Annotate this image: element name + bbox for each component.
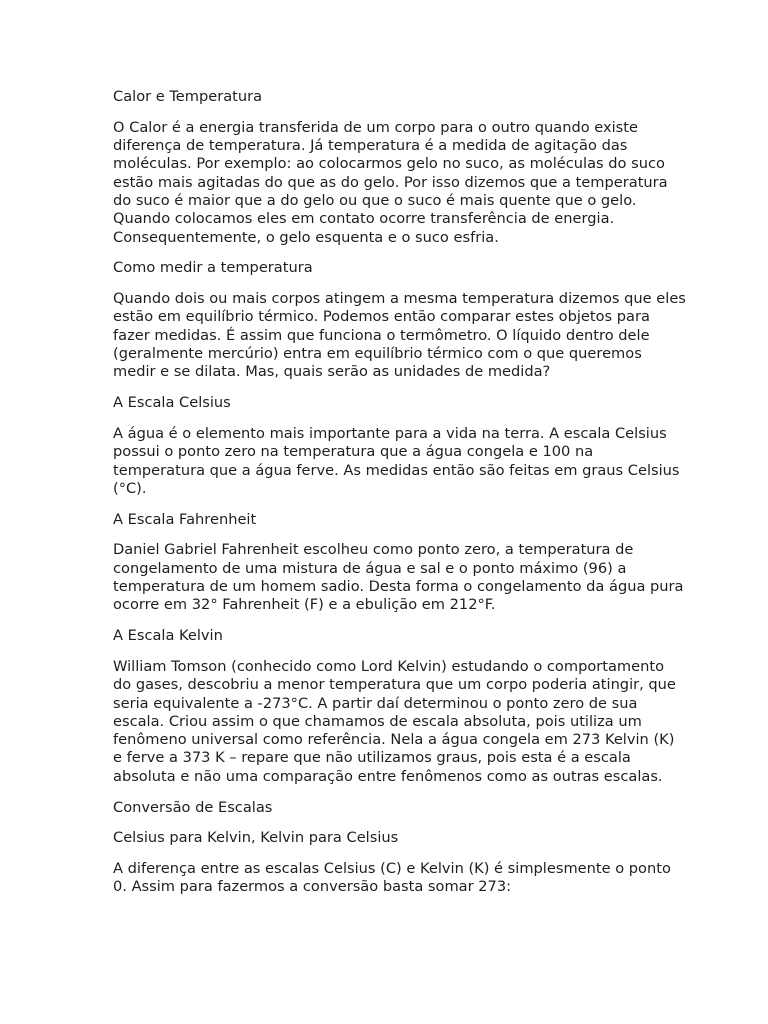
- paragraph-1: [113, 119, 673, 247]
- heading-line: Celsius para Kelvin, Kelvin para Celsius: [113, 829, 399, 847]
- paragraph-line: medir e se dilata. Mas, quais serão as unidades de medida?: [113, 363, 551, 381]
- paragraph-line: 0. Assim para fazermos a conversão basta somar 273:: [113, 878, 512, 896]
- paragraph-line: (geralmente mercúrio) entra em equilíbrio térmico com o que queremos: [113, 345, 642, 363]
- paragraph-line: fazer medidas. É assim que funciona o termômetro. O líquido dentro dele: [113, 326, 650, 344]
- paragraph-line: Quando colocamos eles em contato ocorre transferência de energia.: [113, 210, 615, 228]
- section-heading-7: [113, 829, 673, 847]
- paragraph-line: O Calor é a energia transferida de um corpo para o outro quando existe: [113, 118, 638, 136]
- heading-line: Conversão de Escalas: [113, 798, 273, 816]
- paragraph-line: temperatura que a água ferve. As medidas então são feitas em graus Celsius: [113, 461, 680, 479]
- paragraph-line: temperatura de um homem sadio. Desta forma o congelamento da água pura: [113, 578, 684, 596]
- paragraph-line: seria equivalente a -273°C. A partir daí determinou o ponto zero de sua: [113, 694, 638, 712]
- document-page: [113, 88, 686, 909]
- paragraph-6: [113, 860, 673, 897]
- section-heading-5: [113, 627, 673, 645]
- paragraph-line: William Tomson (conhecido como Lord Kelvin) estudando o comportamento: [113, 657, 665, 675]
- paragraph-3: [113, 424, 680, 498]
- section-heading-6: [113, 799, 673, 817]
- paragraph-line: Consequentemente, o gelo esquenta e o suco esfria.: [113, 228, 499, 246]
- paragraph-line: estão em equilíbrio térmico. Podemos então comparar estes objetos para: [113, 308, 650, 326]
- paragraph-line: ocorre em 32° Fahrenheit (F) e a ebulição em 212°F.: [113, 596, 496, 614]
- section-heading-1: [113, 88, 673, 106]
- paragraph-line: estão mais agitadas do que as do gelo. Por isso dizemos que a temperatura: [113, 173, 668, 191]
- heading-line: A Escala Fahrenheit: [113, 510, 257, 528]
- paragraph-line: A água é o elemento mais importante para a vida na terra. A escala Celsius: [113, 424, 667, 442]
- section-heading-4: [113, 511, 673, 529]
- paragraph-2: [113, 290, 686, 381]
- paragraph-line: A diferença entre as escalas Celsius (C) e Kelvin (K) é simplesmente o ponto: [113, 860, 671, 878]
- paragraph-line: possui o ponto zero na temperatura que a água congela e 100 na: [113, 443, 594, 461]
- paragraph-line: Daniel Gabriel Fahrenheit escolheu como ponto zero, a temperatura de: [113, 541, 634, 559]
- section-heading-3: [113, 394, 673, 412]
- heading-line: A Escala Kelvin: [113, 627, 223, 645]
- paragraph-line: congelamento de uma mistura de água e sal e o ponto máximo (96) a: [113, 559, 627, 577]
- paragraph-line: (°C).: [113, 479, 147, 497]
- paragraph-line: do gases, descobriu a menor temperatura que um corpo poderia atingir, que: [113, 676, 676, 694]
- paragraph-line: Quando dois ou mais corpos atingem a mesma temperatura dizemos que eles: [113, 290, 686, 308]
- paragraph-line: do suco é maior que a do gelo ou que o suco é mais quente que o gelo.: [113, 191, 637, 209]
- section-heading-2: [113, 259, 673, 277]
- paragraph-line: absoluta e não uma comparação entre fenômenos como as outras escalas.: [113, 767, 663, 785]
- paragraph-line: diferença de temperatura. Já temperatura é a medida de agitação das: [113, 137, 628, 155]
- heading-line: A Escala Celsius: [113, 394, 231, 412]
- heading-line: Calor e Temperatura: [113, 88, 263, 105]
- heading-line: Como medir a temperatura: [113, 259, 313, 277]
- paragraph-line: e ferve a 373 K – repare que não utilizamos graus, pois esta é a escala: [113, 749, 631, 767]
- paragraph-4: [113, 541, 684, 614]
- paragraph-line: fenômeno universal como referência. Nela a água congela em 273 Kelvin (K): [113, 731, 675, 749]
- paragraph-line: escala. Criou assim o que chamamos de escala absoluta, pois utiliza um: [113, 712, 642, 730]
- paragraph-5: [113, 657, 676, 786]
- paragraph-line: moléculas. Por exemplo: ao colocarmos gelo no suco, as moléculas do suco: [113, 155, 665, 173]
